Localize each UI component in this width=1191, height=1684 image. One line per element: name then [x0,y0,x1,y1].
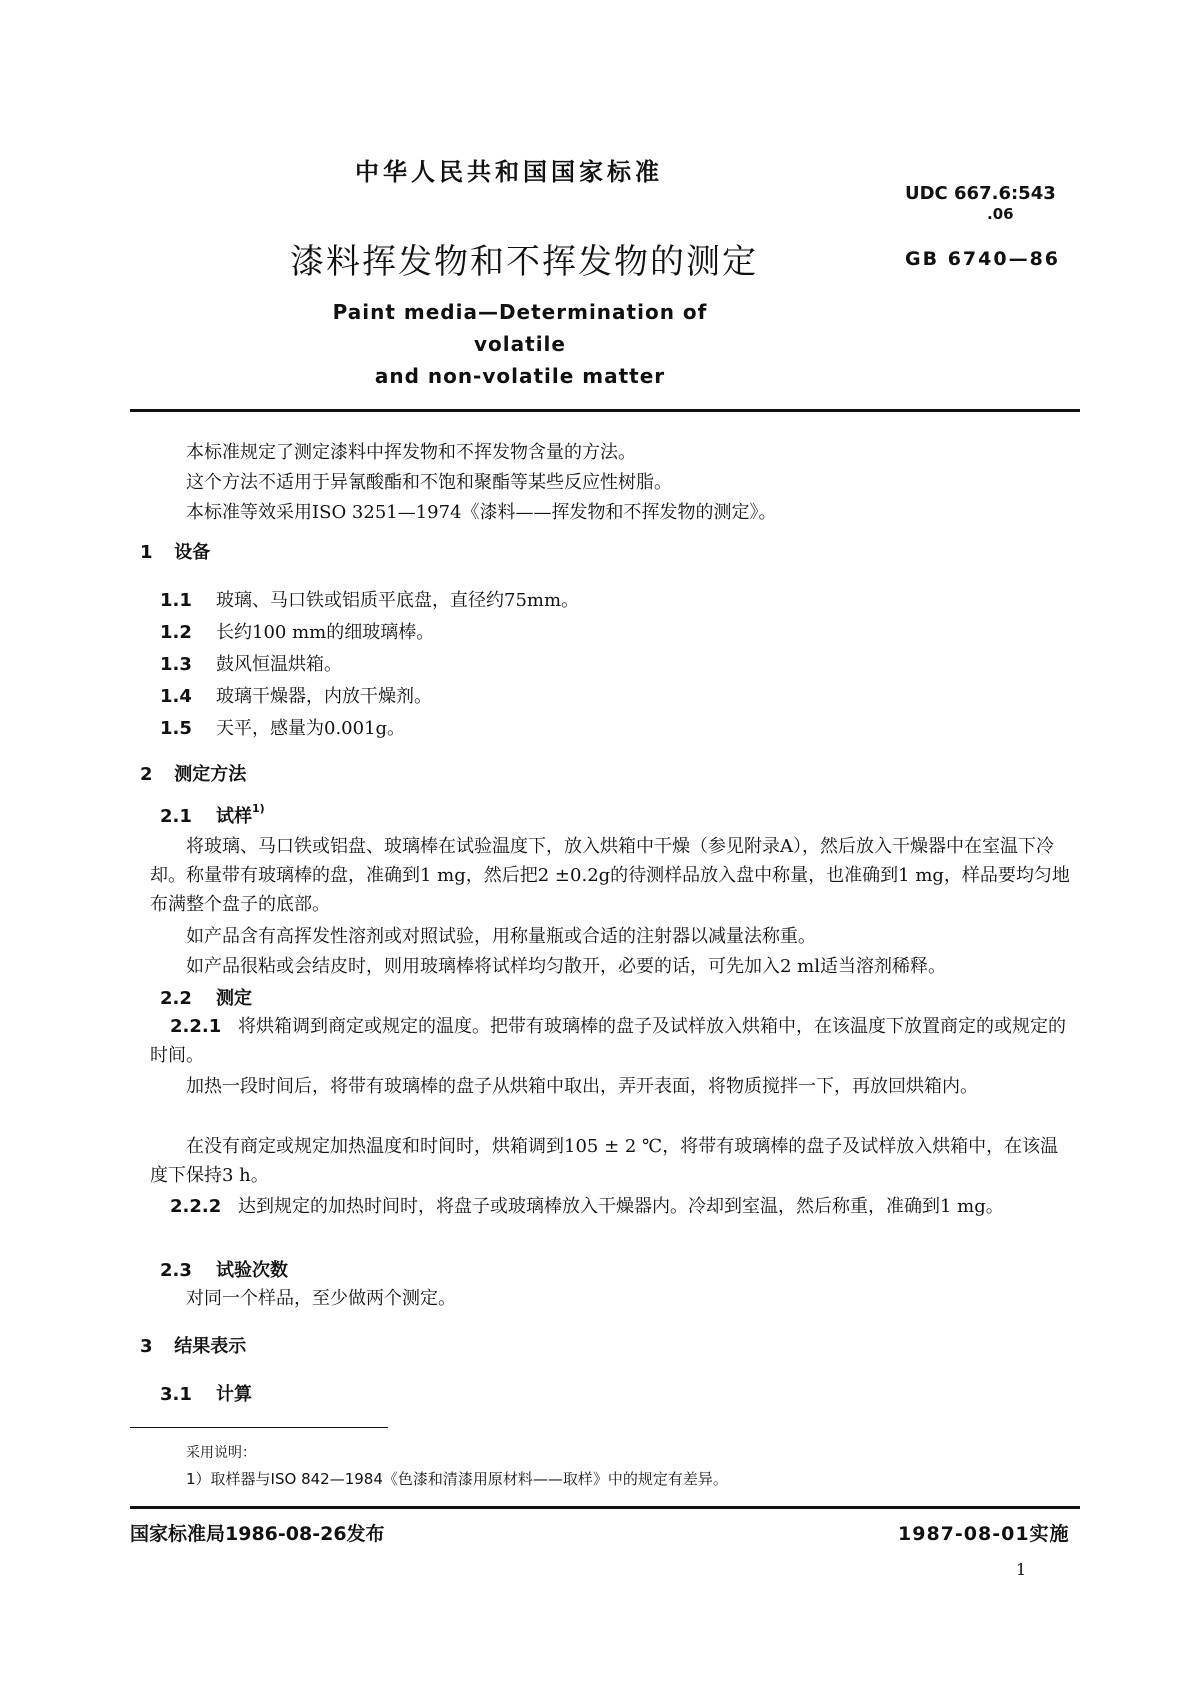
subsection-number: 2.1 [160,806,192,827]
paragraph: 如产品很粘或会结皮时，则用玻璃棒将试样均匀散开，必要的话，可先加入2 ml适当溶剂稀释。 [186,956,946,977]
intro-paragraph: 这个方法不适用于异氰酸酯和不饱和聚酯等某些反应性树脂。 [186,472,672,493]
footnote-ref: 1) [252,802,265,815]
udc-continuation: .06 [987,205,1014,223]
paragraph-text: 达到规定的加热时间时，将盘子或玻璃棒放入干燥器内。冷却到室温，然后称重，准确到1 mg。 [238,1196,1004,1217]
paragraph-2-2-1 [150,1012,1074,1070]
subsection-number: 2.3 [160,1260,192,1281]
title-en-line1: Paint media—Determination of volatile [332,300,708,356]
item-text: 鼓风恒温烘箱。 [216,654,342,675]
section-title: 测定方法 [174,764,247,785]
standard-org-heading: 中华人民共和国国家标准 [355,158,663,186]
equipment-item [160,682,432,708]
subsection-number: 2.2.1 [170,1016,222,1037]
item-number: 1.5 [160,718,192,739]
subsection-3-1-heading [160,1380,252,1406]
item-text: 长约100 mm的细玻璃棒。 [216,622,435,643]
footnote-text: 1）取样器与ISO 842—1984《色漆和清漆用原材料——取样》中的规定有差异。 [186,1470,728,1488]
paragraph: 将玻璃、马口铁或铝盘、玻璃棒在试验温度下，放入烘箱中干燥（参见附录A），然后放入干燥器中在室温下冷却。称量带有玻璃棒的盘，准确到1 mg，然后把2 ±0.2g的待测样品放入盘中称量，也准确到1 mg，样品要均匀地布满整个盘子的底部。 [150,836,1070,915]
subsection-title: 试样 [216,806,252,827]
footnote-divider [130,1427,388,1428]
subsection-2-3-heading [160,1256,288,1282]
header-divider [130,409,1080,412]
subsection-number: 2.2.2 [170,1196,222,1217]
page-number: 1 [1016,1560,1027,1579]
intro-paragraph: 本标准等效采用ISO 3251—1974《漆料——挥发物和不挥发物的测定》。 [186,502,777,523]
item-text: 玻璃、马口铁或铝质平底盘，直径约75mm。 [216,590,580,611]
title-en-line2: and non-volatile matter [374,364,666,388]
paragraph-2-2-2 [150,1192,1074,1221]
section-number: 3 [140,1336,153,1357]
section-number: 2 [140,764,153,785]
item-number: 1.3 [160,654,192,675]
paragraph: 加热一段时间后，将带有玻璃棒的盘子从烘箱中取出，弄开表面，将物质搅拌一下，再放回烘箱内。 [186,1076,978,1097]
publish-date: 国家标准局1986-08-26发布 [130,1523,385,1545]
paragraph: 对同一个样品，至少做两个测定。 [186,1288,456,1309]
document-title-cn: 漆料挥发物和不挥发物的测定 [290,242,758,282]
section-3-heading [140,1332,246,1358]
section-number: 1 [140,542,153,563]
section-1-heading [140,538,210,564]
item-text: 玻璃干燥器，内放干燥剂。 [216,686,432,707]
udc-main: UDC 667.6:543 [905,183,1056,204]
section-title: 设备 [174,542,211,563]
subsection-number: 2.2 [160,988,192,1009]
subsection-2-1-heading [160,802,265,828]
effective-date: 1987-08-01实施 [898,1523,1070,1545]
footnote-label: 采用说明： [186,1445,256,1461]
intro-paragraph: 本标准规定了测定漆料中挥发物和不挥发物含量的方法。 [186,442,636,463]
intro-block [186,438,777,528]
item-number: 1.4 [160,686,192,707]
item-text: 天平，感量为0.001g。 [216,718,406,739]
subsection-2-2-heading [160,984,252,1010]
equipment-item [160,586,579,612]
item-number: 1.1 [160,590,192,611]
equipment-item [160,714,405,740]
document-title-en [300,296,740,392]
section-2-heading [140,760,246,786]
equipment-item [160,650,342,676]
section-title: 结果表示 [174,1336,247,1357]
subsection-title: 试验次数 [216,1260,288,1281]
equipment-item [160,618,434,644]
paragraph: 在没有商定或规定加热温度和时间时，烘箱调到105 ± 2 ℃，将带有玻璃棒的盘子及试样放入烘箱中，在该温度下保持3 h。 [150,1136,1059,1186]
paragraph-text: 将烘箱调到商定或规定的温度。把带有玻璃棒的盘子及试样放入烘箱中，在该温度下放置商定的或规定的时间。 [150,1016,1066,1066]
footer-divider [130,1506,1080,1509]
subsection-title: 计算 [216,1384,252,1405]
item-number: 1.2 [160,622,192,643]
udc-code [905,184,1056,224]
subsection-number: 3.1 [160,1384,192,1405]
gb-number: GB 6740—86 [905,248,1061,270]
subsection-title: 测定 [216,988,252,1009]
paragraph: 如产品含有高挥发性溶剂或对照试验，用称量瓶或合适的注射器以减量法称重。 [186,926,816,947]
